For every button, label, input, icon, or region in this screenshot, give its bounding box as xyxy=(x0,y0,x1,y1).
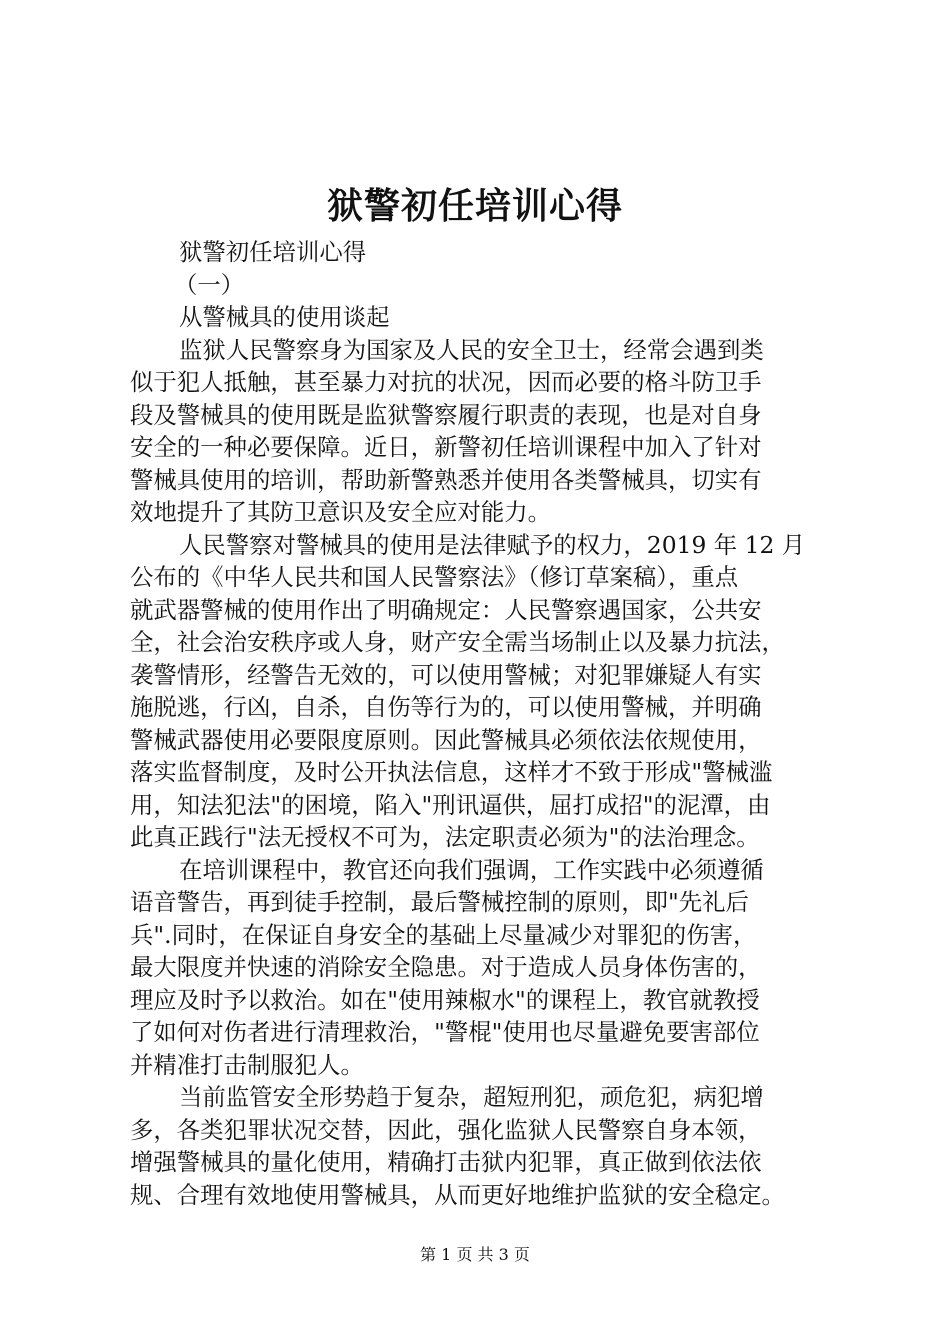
page-number-footer xyxy=(0,1244,950,1266)
text-line: 兵".同时，在保证自身安全的基础上尽量减少对罪犯的伤害， xyxy=(130,920,757,949)
text-line: 语音警告，再到徒手控制，最后警械控制的原则，即"先礼后 xyxy=(130,888,749,916)
page-number-label: 第 1 页 共 3 页 xyxy=(420,1245,530,1264)
text-line: 当前监管安全形势趋于复杂，超短刑犯，顽危犯，病犯增 xyxy=(179,1083,764,1111)
text-line: 公布的《中华人民共和国人民警察法》（修订草案稿），重点 xyxy=(130,563,739,591)
text-line: 在培训课程中，教官还向我们强调，工作实践中必须遵循 xyxy=(179,855,764,884)
text-line: 人民警察对警械具的使用是法律赋予的权力，2019 年 12 月 xyxy=(179,530,806,559)
text-line: 落实监督制度，及时公开执法信息，这样才不致于形成"警械滥 xyxy=(130,758,773,786)
text-line: 用，知法犯法"的困境，陷入"刑讯逼供，屈打成招"的泥潭，由 xyxy=(130,790,771,819)
text-line: 警械具使用的培训，帮助新警熟悉并使用各类警械具，切实有 xyxy=(130,465,762,494)
text-line: 似于犯人抵触，甚至暴力对抗的状况，因而必要的格斗防卫手 xyxy=(130,368,762,396)
text-line: 安全的一种必要保障。近日，新警初任培训课程中加入了针对 xyxy=(130,433,762,461)
text-line: 效地提升了其防卫意识及安全应对能力。 xyxy=(130,498,552,526)
document-title: 狱警初任培训心得 xyxy=(326,186,623,227)
text-line: 理应及时予以救治。如在"使用辣椒水"的课程上，教官就教授 xyxy=(130,985,760,1014)
text-line: 袭警情形，经警告无效的，可以使用警械；对犯罪嫌疑人有实 xyxy=(130,660,762,689)
text-line: 规、合理有效地使用警械具，从而更好地维护监狱的安全稳定。 xyxy=(130,1180,785,1209)
document-body xyxy=(130,236,836,1211)
text-line: （一） xyxy=(174,270,245,299)
text-line: 警械武器使用必要限度原则。因此警械具必须依法依规使用， xyxy=(130,725,762,754)
text-line: 全，社会治安秩序或人身，财产安全需当场制止以及暴力抗法， xyxy=(130,628,785,656)
text-line: 就武器警械的使用作出了明确规定：人民警察遇国家，公共安 xyxy=(130,595,762,624)
text-line: 此真正践行"法无授权不可为，法定职责必须为"的法治理念。 xyxy=(130,823,760,851)
text-line: 狱警初任培训心得 xyxy=(179,238,367,266)
text-line: 监狱人民警察身为国家及人民的安全卫士，经常会遇到类 xyxy=(179,335,764,364)
text-line: 施脱逃，行凶，自杀，自伤等行为的，可以使用警械，并明确 xyxy=(130,693,762,721)
text-line: 了如何对伤者进行清理救治，"警棍"使用也尽量避免要害部位 xyxy=(130,1018,760,1046)
text-line: 最大限度并快速的消除安全隐患。对于造成人员身体伤害的， xyxy=(130,953,762,981)
text-line: 多，各类犯罪状况交替，因此，强化监狱人民警察自身本领， xyxy=(130,1115,762,1144)
text-line: 段及警械具的使用既是监狱警察履行职责的表现，也是对自身 xyxy=(130,400,762,429)
text-line: 从警械具的使用谈起 xyxy=(179,303,390,331)
text-line: 并精准打击制服犯人。 xyxy=(130,1050,364,1079)
text-line: 增强警械具的量化使用，精确打击狱内犯罪，真正做到依法依 xyxy=(130,1148,762,1176)
